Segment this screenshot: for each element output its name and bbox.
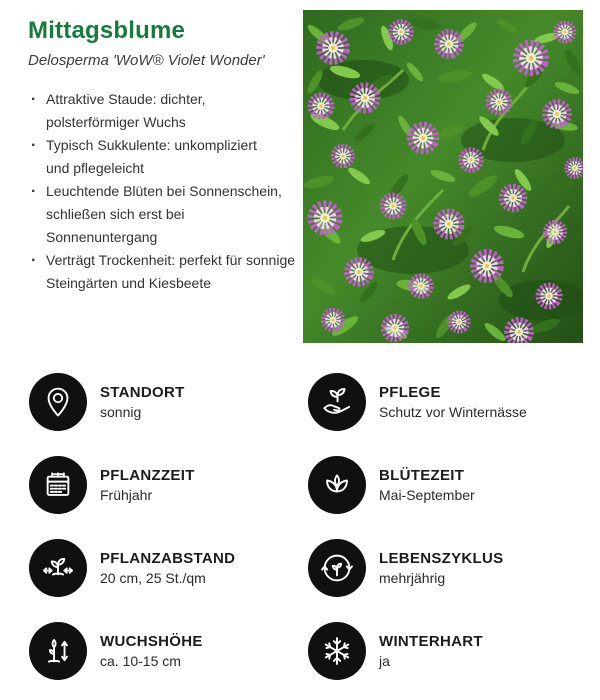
feature-label: WUCHSHÖHE [100, 633, 203, 650]
plant-height-icon [29, 622, 87, 680]
hand-plant-icon [308, 373, 366, 431]
bullet-line: · Verträgt Trockenheit: perfekt für sonnige [46, 252, 296, 268]
location-pin-icon [29, 373, 87, 431]
bullet-list [28, 88, 296, 295]
feature-winterhart [308, 622, 587, 680]
feature-value: 20 cm, 25 St./qm [100, 570, 206, 586]
plant-spacing-icon [29, 539, 87, 597]
feature-value: Schutz vor Winternässe [379, 404, 527, 420]
feature-value: ca. 10-15 cm [100, 653, 181, 669]
page-title: Mittagsblume [28, 17, 186, 44]
feature-label: PFLEGE [379, 384, 441, 401]
life-cycle-icon [308, 539, 366, 597]
feature-pflanzabstand [29, 539, 308, 597]
feature-bluetezeit [308, 456, 587, 514]
feature-wuchshoehe [29, 622, 308, 680]
feature-standort [29, 373, 308, 431]
features-grid [29, 373, 587, 680]
bullet-line: und pflegeleicht [46, 160, 145, 176]
bullet-line: Steingärten und Kiesbeete [46, 275, 212, 291]
bullet-item [28, 88, 296, 134]
bullet-line: schließen sich erst bei Sonnenuntergang [46, 206, 185, 245]
plant-photo-illustration [303, 10, 583, 343]
feature-value: Frühjahr [100, 487, 153, 503]
feature-value: sonnig [100, 404, 142, 420]
lotus-flower-icon [308, 456, 366, 514]
feature-label: PFLANZZEIT [100, 467, 195, 484]
calendar-icon [29, 456, 87, 514]
feature-lebenszyklus [308, 539, 587, 597]
bullet-item [28, 134, 296, 180]
feature-label: PFLANZABSTAND [100, 550, 236, 567]
botanical-name-subtitle: Delosperma 'WoW® Violet Wonder' [28, 52, 265, 69]
feature-pflanzzeit [29, 456, 308, 514]
bullet-line: · Leuchtende Blüten bei Sonnenschein, [46, 183, 282, 199]
bullet-item [28, 249, 296, 295]
bullet-line: · Attraktive Staude: dichter, [46, 91, 206, 107]
feature-label: BLÜTEZEIT [379, 467, 465, 484]
feature-value: ja [379, 653, 390, 669]
bullet-item [28, 180, 296, 249]
feature-label: LEBENSZYKLUS [379, 550, 504, 567]
snowflake-icon [308, 622, 366, 680]
bullet-line: · Typisch Sukkulente: unkompliziert [46, 137, 257, 153]
feature-label: WINTERHART [379, 633, 483, 650]
feature-value: Mai-September [379, 487, 475, 503]
feature-value: mehrjährig [379, 570, 446, 586]
feature-label: STANDORT [100, 384, 185, 401]
feature-pflege [308, 373, 587, 431]
plant-photo [303, 10, 583, 343]
bullet-line: polsterförmiger Wuchs [46, 114, 186, 130]
